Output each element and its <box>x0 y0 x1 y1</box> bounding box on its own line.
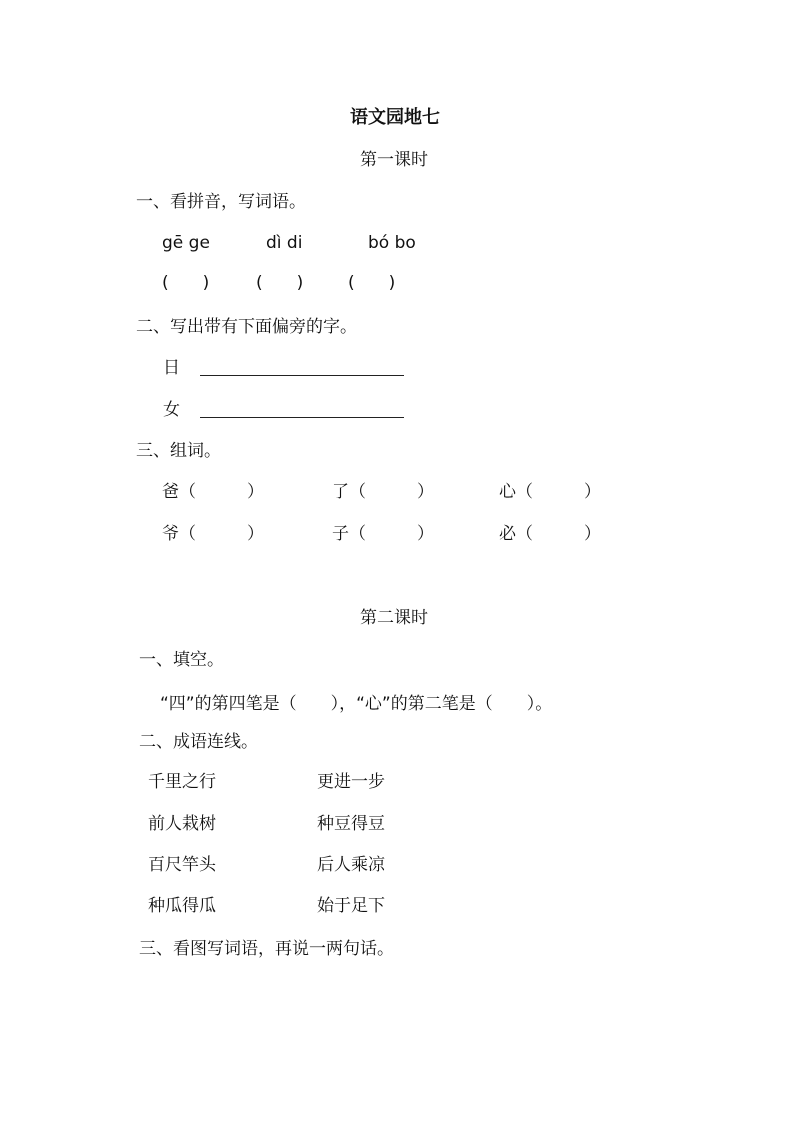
radical-ri: 日 <box>163 358 180 378</box>
idiom-right-2[interactable]: 种豆得豆 <box>317 814 385 834</box>
pinyin-3: bó bo <box>368 233 416 253</box>
word-item[interactable]: 子（ ） <box>332 524 434 544</box>
l2-q1-label: 一、填空。 <box>139 650 224 670</box>
lesson1-heading: 第一课时 <box>360 150 428 170</box>
fill-sentence[interactable]: “四”的第四笔是（ ），“心”的第二笔是（ ）。 <box>160 694 553 714</box>
blank-2[interactable]: ( ) <box>256 273 304 293</box>
idiom-right-1[interactable]: 更进一步 <box>317 772 385 792</box>
pinyin-2: dì di <box>266 233 303 253</box>
idiom-left-3[interactable]: 百尺竿头 <box>148 855 216 875</box>
blank-3[interactable]: ( ) <box>348 273 396 293</box>
word-item[interactable]: 爸（ ） <box>162 482 264 502</box>
l1-q2-label: 二、写出带有下面偏旁的字。 <box>136 317 357 337</box>
l2-q2-label: 二、成语连线。 <box>139 732 258 752</box>
idiom-right-4[interactable]: 始于足下 <box>317 896 385 916</box>
word-item[interactable]: 心（ ） <box>499 482 601 502</box>
word-item[interactable]: 了（ ） <box>332 482 434 502</box>
radical-nv: 女 <box>163 400 180 420</box>
l1-q1-label: 一、看拼音，写词语。 <box>136 192 306 212</box>
blank-1[interactable]: ( ) <box>162 273 210 293</box>
idiom-left-4[interactable]: 种瓜得瓜 <box>148 896 216 916</box>
pinyin-1: gē ge <box>162 233 210 253</box>
idiom-left-2[interactable]: 前人栽树 <box>148 814 216 834</box>
word-item[interactable]: 必（ ） <box>499 524 601 544</box>
answer-line-ri[interactable] <box>200 375 404 376</box>
l1-q3-label: 三、组词。 <box>136 441 221 461</box>
l2-q3-label: 三、看图写词语，再说一两句话。 <box>139 939 394 959</box>
answer-line-nv[interactable] <box>200 417 404 418</box>
lesson2-heading: 第二课时 <box>360 608 428 628</box>
page-title: 语文园地七 <box>350 107 440 128</box>
idiom-right-3[interactable]: 后人乘凉 <box>317 855 385 875</box>
word-item[interactable]: 爷（ ） <box>162 524 264 544</box>
idiom-left-1[interactable]: 千里之行 <box>148 772 216 792</box>
